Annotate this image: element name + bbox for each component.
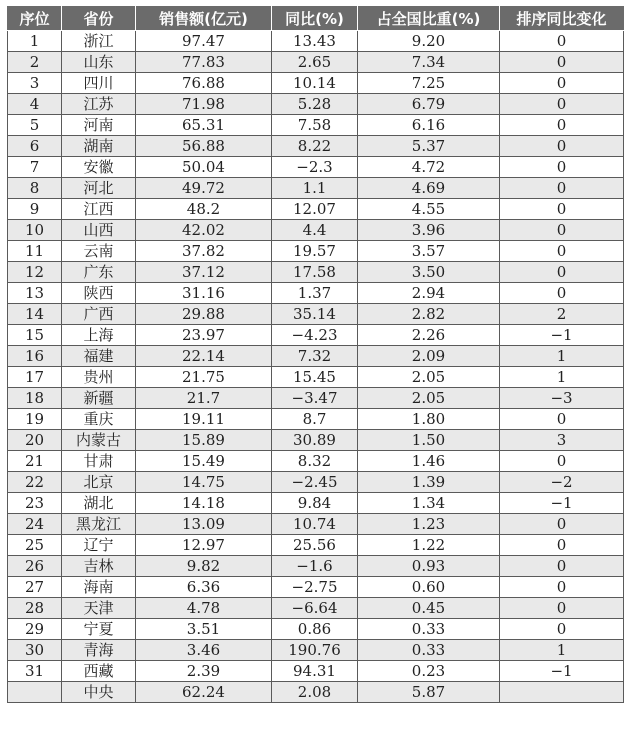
table-row <box>8 598 624 619</box>
header-row <box>8 7 624 31</box>
cell-rank-change: 0 <box>500 556 624 577</box>
table-body <box>8 31 624 703</box>
cell-rank: 3 <box>8 73 62 94</box>
cell-yoy: 7.32 <box>272 346 358 367</box>
header-rank: 序位 <box>8 7 62 31</box>
cell-rank: 26 <box>8 556 62 577</box>
cell-share: 1.46 <box>358 451 500 472</box>
cell-yoy: 0.86 <box>272 619 358 640</box>
cell-province: 云南 <box>62 241 136 262</box>
cell-share: 4.55 <box>358 199 500 220</box>
cell-rank-change: 0 <box>500 451 624 472</box>
cell-yoy: 1.37 <box>272 283 358 304</box>
cell-rank-change: −1 <box>500 493 624 514</box>
cell-sales: 65.31 <box>136 115 272 136</box>
table-row <box>8 661 624 682</box>
cell-rank-change: 0 <box>500 598 624 619</box>
table-row <box>8 136 624 157</box>
table-row <box>8 94 624 115</box>
cell-sales: 71.98 <box>136 94 272 115</box>
cell-rank: 20 <box>8 430 62 451</box>
cell-province: 安徽 <box>62 157 136 178</box>
cell-yoy: 35.14 <box>272 304 358 325</box>
table-row <box>8 115 624 136</box>
table-row <box>8 493 624 514</box>
cell-rank-change <box>500 682 624 703</box>
cell-rank-change: −3 <box>500 388 624 409</box>
cell-yoy: 25.56 <box>272 535 358 556</box>
cell-sales: 15.89 <box>136 430 272 451</box>
cell-yoy: 2.08 <box>272 682 358 703</box>
cell-share: 2.94 <box>358 283 500 304</box>
cell-province: 河南 <box>62 115 136 136</box>
table-row <box>8 577 624 598</box>
cell-province: 陕西 <box>62 283 136 304</box>
table-row <box>8 451 624 472</box>
cell-sales: 97.47 <box>136 31 272 52</box>
cell-rank: 9 <box>8 199 62 220</box>
cell-rank-change: 0 <box>500 157 624 178</box>
table-row <box>8 262 624 283</box>
cell-sales: 29.88 <box>136 304 272 325</box>
table-row <box>8 430 624 451</box>
cell-yoy: 19.57 <box>272 241 358 262</box>
cell-rank: 29 <box>8 619 62 640</box>
cell-share: 0.45 <box>358 598 500 619</box>
cell-province: 江西 <box>62 199 136 220</box>
cell-sales: 14.18 <box>136 493 272 514</box>
cell-rank-change: 0 <box>500 409 624 430</box>
cell-yoy: −3.47 <box>272 388 358 409</box>
cell-share: 3.96 <box>358 220 500 241</box>
cell-province: 西藏 <box>62 661 136 682</box>
cell-sales: 14.75 <box>136 472 272 493</box>
cell-sales: 49.72 <box>136 178 272 199</box>
table-row <box>8 619 624 640</box>
cell-province: 青海 <box>62 640 136 661</box>
cell-rank: 13 <box>8 283 62 304</box>
cell-share: 2.09 <box>358 346 500 367</box>
cell-share: 2.26 <box>358 325 500 346</box>
cell-rank-change: 0 <box>500 220 624 241</box>
table-row <box>8 31 624 52</box>
cell-rank: 11 <box>8 241 62 262</box>
cell-rank-change: 0 <box>500 73 624 94</box>
cell-sales: 12.97 <box>136 535 272 556</box>
cell-yoy: −2.75 <box>272 577 358 598</box>
cell-province: 江苏 <box>62 94 136 115</box>
table-row <box>8 472 624 493</box>
cell-sales: 21.7 <box>136 388 272 409</box>
cell-province: 山东 <box>62 52 136 73</box>
cell-rank: 8 <box>8 178 62 199</box>
header-province: 省份 <box>62 7 136 31</box>
cell-share: 0.33 <box>358 619 500 640</box>
table-row <box>8 556 624 577</box>
cell-sales: 31.16 <box>136 283 272 304</box>
cell-province: 山西 <box>62 220 136 241</box>
cell-sales: 6.36 <box>136 577 272 598</box>
cell-share: 1.39 <box>358 472 500 493</box>
cell-share: 1.34 <box>358 493 500 514</box>
cell-yoy: −6.64 <box>272 598 358 619</box>
cell-sales: 4.78 <box>136 598 272 619</box>
cell-share: 2.82 <box>358 304 500 325</box>
cell-rank-change: −2 <box>500 472 624 493</box>
cell-yoy: 94.31 <box>272 661 358 682</box>
cell-rank-change: 2 <box>500 304 624 325</box>
cell-share: 7.34 <box>358 52 500 73</box>
cell-rank-change: 0 <box>500 136 624 157</box>
cell-share: 0.60 <box>358 577 500 598</box>
cell-yoy: 5.28 <box>272 94 358 115</box>
cell-rank-change: 1 <box>500 640 624 661</box>
table-row <box>8 535 624 556</box>
cell-sales: 3.51 <box>136 619 272 640</box>
table-row <box>8 283 624 304</box>
cell-rank-change: 0 <box>500 52 624 73</box>
cell-share: 3.57 <box>358 241 500 262</box>
table-row <box>8 388 624 409</box>
cell-share: 3.50 <box>358 262 500 283</box>
cell-sales: 2.39 <box>136 661 272 682</box>
cell-share: 6.79 <box>358 94 500 115</box>
cell-rank: 27 <box>8 577 62 598</box>
cell-rank: 21 <box>8 451 62 472</box>
table-row <box>8 514 624 535</box>
table-row <box>8 346 624 367</box>
cell-rank-change: −1 <box>500 325 624 346</box>
cell-rank: 23 <box>8 493 62 514</box>
cell-yoy: −1.6 <box>272 556 358 577</box>
cell-rank: 18 <box>8 388 62 409</box>
cell-yoy: 12.07 <box>272 199 358 220</box>
cell-rank: 14 <box>8 304 62 325</box>
cell-sales: 21.75 <box>136 367 272 388</box>
cell-rank-change: 0 <box>500 115 624 136</box>
cell-rank-change: 0 <box>500 535 624 556</box>
cell-rank-change: 0 <box>500 283 624 304</box>
cell-yoy: 13.43 <box>272 31 358 52</box>
cell-share: 5.87 <box>358 682 500 703</box>
table-row <box>8 157 624 178</box>
cell-yoy: 9.84 <box>272 493 358 514</box>
cell-rank: 30 <box>8 640 62 661</box>
cell-rank-change: 0 <box>500 94 624 115</box>
cell-province: 广东 <box>62 262 136 283</box>
cell-province: 上海 <box>62 325 136 346</box>
cell-rank: 4 <box>8 94 62 115</box>
cell-sales: 3.46 <box>136 640 272 661</box>
cell-sales: 62.24 <box>136 682 272 703</box>
cell-rank: 28 <box>8 598 62 619</box>
cell-rank: 19 <box>8 409 62 430</box>
cell-rank-change: 1 <box>500 346 624 367</box>
cell-rank-change: 0 <box>500 577 624 598</box>
cell-rank: 16 <box>8 346 62 367</box>
cell-share: 9.20 <box>358 31 500 52</box>
cell-rank <box>8 682 62 703</box>
cell-rank: 5 <box>8 115 62 136</box>
cell-sales: 42.02 <box>136 220 272 241</box>
table-row <box>8 241 624 262</box>
cell-province: 北京 <box>62 472 136 493</box>
cell-share: 1.50 <box>358 430 500 451</box>
cell-share: 7.25 <box>358 73 500 94</box>
cell-rank: 1 <box>8 31 62 52</box>
cell-yoy: 8.22 <box>272 136 358 157</box>
cell-share: 0.93 <box>358 556 500 577</box>
cell-province: 湖北 <box>62 493 136 514</box>
table-row <box>8 325 624 346</box>
cell-share: 1.23 <box>358 514 500 535</box>
cell-yoy: 1.1 <box>272 178 358 199</box>
provincial-sales-table <box>7 6 624 703</box>
cell-sales: 15.49 <box>136 451 272 472</box>
table-row <box>8 52 624 73</box>
header-yoy: 同比(%) <box>272 7 358 31</box>
cell-rank: 24 <box>8 514 62 535</box>
cell-share: 0.23 <box>358 661 500 682</box>
cell-yoy: −4.23 <box>272 325 358 346</box>
cell-rank-change: 0 <box>500 241 624 262</box>
cell-rank: 22 <box>8 472 62 493</box>
cell-sales: 37.12 <box>136 262 272 283</box>
cell-yoy: −2.45 <box>272 472 358 493</box>
cell-sales: 22.14 <box>136 346 272 367</box>
cell-rank-change: 0 <box>500 514 624 535</box>
cell-province: 内蒙古 <box>62 430 136 451</box>
header-sales: 销售额(亿元) <box>136 7 272 31</box>
cell-share: 1.22 <box>358 535 500 556</box>
header-rank-change: 排序同比变化 <box>500 7 624 31</box>
cell-yoy: 10.14 <box>272 73 358 94</box>
cell-sales: 50.04 <box>136 157 272 178</box>
cell-sales: 77.83 <box>136 52 272 73</box>
cell-share: 4.69 <box>358 178 500 199</box>
cell-province: 贵州 <box>62 367 136 388</box>
cell-rank: 17 <box>8 367 62 388</box>
table-row <box>8 73 624 94</box>
cell-sales: 23.97 <box>136 325 272 346</box>
table-row <box>8 199 624 220</box>
cell-rank-change: 0 <box>500 31 624 52</box>
table-row <box>8 409 624 430</box>
cell-yoy: 10.74 <box>272 514 358 535</box>
table-row <box>8 304 624 325</box>
table-row <box>8 220 624 241</box>
cell-rank: 15 <box>8 325 62 346</box>
cell-province: 湖南 <box>62 136 136 157</box>
table-row <box>8 178 624 199</box>
cell-sales: 13.09 <box>136 514 272 535</box>
cell-sales: 37.82 <box>136 241 272 262</box>
cell-share: 0.33 <box>358 640 500 661</box>
cell-rank: 2 <box>8 52 62 73</box>
cell-province: 河北 <box>62 178 136 199</box>
table-row <box>8 682 624 703</box>
cell-share: 4.72 <box>358 157 500 178</box>
cell-province: 福建 <box>62 346 136 367</box>
cell-share: 2.05 <box>358 388 500 409</box>
cell-province: 辽宁 <box>62 535 136 556</box>
cell-rank: 10 <box>8 220 62 241</box>
cell-yoy: 2.65 <box>272 52 358 73</box>
cell-yoy: 15.45 <box>272 367 358 388</box>
cell-rank-change: 3 <box>500 430 624 451</box>
cell-province: 甘肃 <box>62 451 136 472</box>
cell-province: 天津 <box>62 598 136 619</box>
cell-rank: 12 <box>8 262 62 283</box>
cell-province: 海南 <box>62 577 136 598</box>
cell-rank: 7 <box>8 157 62 178</box>
cell-province: 新疆 <box>62 388 136 409</box>
cell-province: 重庆 <box>62 409 136 430</box>
cell-sales: 56.88 <box>136 136 272 157</box>
cell-yoy: 4.4 <box>272 220 358 241</box>
cell-rank-change: 0 <box>500 199 624 220</box>
sales-table-container <box>7 6 624 703</box>
cell-yoy: 190.76 <box>272 640 358 661</box>
table-row <box>8 640 624 661</box>
cell-sales: 48.2 <box>136 199 272 220</box>
cell-province: 四川 <box>62 73 136 94</box>
cell-rank-change: −1 <box>500 661 624 682</box>
table-row <box>8 367 624 388</box>
header-share: 占全国比重(%) <box>358 7 500 31</box>
cell-rank: 25 <box>8 535 62 556</box>
cell-rank-change: 0 <box>500 262 624 283</box>
cell-province: 吉林 <box>62 556 136 577</box>
cell-yoy: 17.58 <box>272 262 358 283</box>
cell-province: 黑龙江 <box>62 514 136 535</box>
cell-sales: 76.88 <box>136 73 272 94</box>
cell-province: 浙江 <box>62 31 136 52</box>
cell-province: 宁夏 <box>62 619 136 640</box>
cell-yoy: 7.58 <box>272 115 358 136</box>
cell-share: 1.80 <box>358 409 500 430</box>
cell-yoy: −2.3 <box>272 157 358 178</box>
cell-sales: 19.11 <box>136 409 272 430</box>
cell-sales: 9.82 <box>136 556 272 577</box>
cell-share: 6.16 <box>358 115 500 136</box>
cell-yoy: 30.89 <box>272 430 358 451</box>
cell-rank-change: 0 <box>500 619 624 640</box>
cell-province: 中央 <box>62 682 136 703</box>
cell-rank: 6 <box>8 136 62 157</box>
cell-province: 广西 <box>62 304 136 325</box>
cell-yoy: 8.7 <box>272 409 358 430</box>
cell-share: 2.05 <box>358 367 500 388</box>
cell-rank-change: 0 <box>500 178 624 199</box>
cell-rank: 31 <box>8 661 62 682</box>
cell-share: 5.37 <box>358 136 500 157</box>
cell-yoy: 8.32 <box>272 451 358 472</box>
cell-rank-change: 1 <box>500 367 624 388</box>
